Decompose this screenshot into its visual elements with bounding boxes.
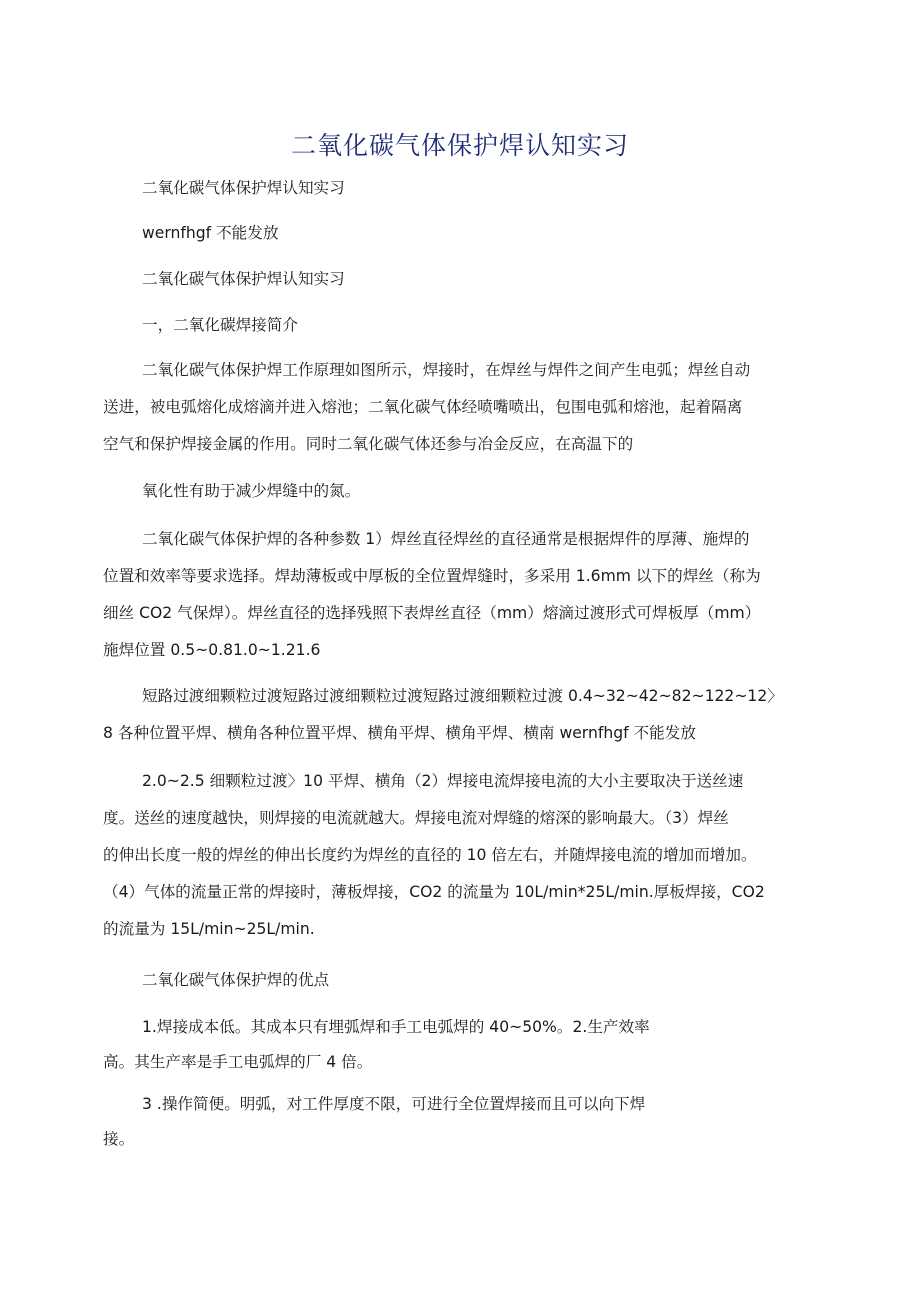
text-line: 二氧化碳气体保护焊认知实习: [142, 179, 345, 197]
text-line: 的流量为 15L/min~25L/min.: [103, 920, 315, 938]
text-line: 空气和保护焊接金属的作用。同时二氧化碳气体还参与冶金反应，在高温下的: [103, 435, 634, 453]
text-line: （4）气体的流量正常的焊接时，薄板焊接，CO2 的流量为 10L/min*25L/min.厚板焊接，CO2: [103, 883, 765, 901]
text-line: 3 .操作简便。明弧，对工件厚度不限，可进行全位置焊接而且可以向下焊: [142, 1095, 646, 1113]
paragraph-advantage-operation: [103, 1086, 833, 1156]
text-line: 短路过渡细颗粒过渡短路过渡细颗粒过渡短路过渡细颗粒过渡 0.4~32~42~82~122~12〉: [142, 687, 783, 705]
text-line: 2.0~2.5 细颗粒过渡〉10 平焊、横角（2）焊接电流焊接电流的大小主要取决于送丝速: [142, 772, 744, 790]
text-line: 一，二氧化碳焊接简介: [142, 316, 298, 334]
document-title: 二氧化碳气体保护焊认知实习: [290, 131, 629, 160]
section-heading-advantages: [103, 962, 833, 999]
text-line: 二氧化碳气体保护焊的优点: [142, 971, 330, 989]
paragraph-current-and-gas: [103, 763, 833, 948]
text-line: 的伸出长度一般的焊丝的伸出长度约为焊丝的直径的 10 倍左右，并随焊接电流的增加而增加。: [103, 846, 757, 864]
paragraph-oxidation: [103, 473, 833, 510]
text-line: 高。其生产率是手工电弧焊的厂 4 倍。: [103, 1053, 373, 1071]
text-line: 二氧化碳气体保护焊工作原理如图所示，焊接时，在焊丝与焊件之间产生电弧；焊丝自动: [142, 361, 751, 379]
text-line: 位置和效率等要求选择。焊劫薄板或中厚板的全位置焊缝时，多采用 1.6mm 以下的焊丝（称为: [103, 567, 761, 585]
paragraph-subtitle-repeat: [103, 261, 833, 298]
paragraph-note: [103, 215, 833, 252]
paragraph-parameters: [103, 521, 833, 669]
text-line: wernfhgf 不能发放: [142, 224, 279, 242]
paragraph-working-principle: [103, 352, 833, 463]
text-line: 氧化性有助于减少焊缝中的氮。: [142, 482, 361, 500]
paragraph-advantage-cost: [103, 1009, 833, 1079]
text-line: 8 各种位置平焊、横角各种位置平焊、横角平焊、横角平焊、横南 wernfhgf 不能发放: [103, 724, 696, 742]
text-line: 送进，被电弧熔化成熔滴并进入熔池；二氧化碳气体经喷嘴喷出，包围电弧和熔池，起着隔离: [103, 398, 743, 416]
text-line: 细丝 CO2 气保焊）。焊丝直径的选择残照下表焊丝直径（mm）熔滴过渡形式可焊板厚（mm）: [103, 604, 761, 622]
text-line: 施焊位置 0.5~0.81.0~1.21.6: [103, 641, 321, 659]
paragraph-subtitle: [103, 170, 833, 207]
text-line: 1.焊接成本低。其成本只有埋弧焊和手工电弧焊的 40~50%。2.生产效率: [142, 1018, 650, 1036]
text-line: 二氧化碳气体保护焊认知实习: [142, 270, 345, 288]
text-line: 度。送丝的速度越快，则焊接的电流就越大。焊接电流对焊缝的熔深的影响最大。（3）焊丝: [103, 809, 729, 827]
text-line: 二氧化碳气体保护焊的各种参数 1）焊丝直径焊丝的直径通常是根据焊件的厚薄、施焊的: [142, 530, 750, 548]
section-heading-intro: [103, 307, 833, 344]
text-line: 接。: [103, 1130, 135, 1148]
paragraph-transfer-modes: [103, 678, 833, 752]
